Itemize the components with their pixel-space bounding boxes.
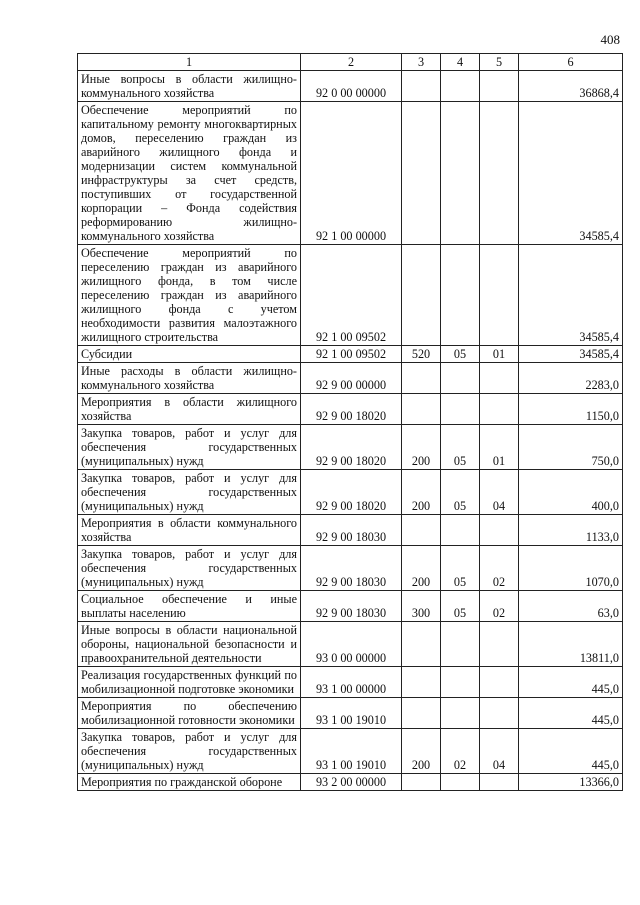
- cell-section: [441, 394, 480, 425]
- cell-section: [441, 622, 480, 667]
- header-col-2: 2: [301, 54, 402, 71]
- cell-section: 05: [441, 546, 480, 591]
- cell-name: Мероприятия по гражданской обороне: [78, 774, 301, 791]
- cell-subsection: [480, 245, 519, 346]
- cell-amount: 400,0: [519, 470, 623, 515]
- table-row: [78, 591, 623, 622]
- cell-amount: 34585,4: [519, 245, 623, 346]
- cell-name: Мероприятия по обеспечению мобилизационной готовности экономики: [78, 698, 301, 729]
- cell-name: Мероприятия в области коммунального хозяйства: [78, 515, 301, 546]
- cell-amount: 2283,0: [519, 363, 623, 394]
- cell-subsection: [480, 698, 519, 729]
- cell-amount: 1070,0: [519, 546, 623, 591]
- cell-name: Закупка товаров, работ и услуг для обеспечения государственных (муниципальных) нужд: [78, 470, 301, 515]
- header-col-6: 6: [519, 54, 623, 71]
- cell-subsection: 02: [480, 546, 519, 591]
- cell-name: Обеспечение мероприятий по капитальному ремонту многоквартирных домов, переселению граждан из аварийного жилищного фонда и модернизации систем коммунальной инфраструктуры за счет средств, поступивших от государственной корпорации – Фонда содействия реформированию жилищно-коммунального хозяйства: [78, 102, 301, 245]
- cell-amount: 445,0: [519, 698, 623, 729]
- table-row: [78, 774, 623, 791]
- cell-amount: 1150,0: [519, 394, 623, 425]
- cell-expense-type: [402, 394, 441, 425]
- cell-section: 05: [441, 470, 480, 515]
- cell-section: [441, 774, 480, 791]
- cell-target-code: 92 0 00 00000: [301, 71, 402, 102]
- cell-section: [441, 515, 480, 546]
- cell-target-code: 93 1 00 00000: [301, 667, 402, 698]
- cell-subsection: 01: [480, 346, 519, 363]
- table-row: [78, 346, 623, 363]
- cell-target-code: 92 1 00 00000: [301, 102, 402, 245]
- cell-expense-type: [402, 698, 441, 729]
- cell-target-code: 92 9 00 18030: [301, 546, 402, 591]
- cell-amount: 34585,4: [519, 102, 623, 245]
- table-row: [78, 245, 623, 346]
- table-row: [78, 71, 623, 102]
- cell-name: Реализация государственных функций по мобилизационной подготовке экономики: [78, 667, 301, 698]
- cell-subsection: [480, 363, 519, 394]
- cell-subsection: [480, 102, 519, 245]
- header-col-5: 5: [480, 54, 519, 71]
- cell-section: 05: [441, 425, 480, 470]
- cell-subsection: 01: [480, 425, 519, 470]
- header-col-1: 1: [78, 54, 301, 71]
- table-row: [78, 425, 623, 470]
- header-row: [78, 54, 623, 71]
- cell-target-code: 93 0 00 00000: [301, 622, 402, 667]
- table-row: [78, 363, 623, 394]
- cell-subsection: [480, 667, 519, 698]
- table-row: [78, 667, 623, 698]
- table-row: [78, 546, 623, 591]
- cell-expense-type: 200: [402, 470, 441, 515]
- cell-section: [441, 71, 480, 102]
- cell-name: Социальное обеспечение и иные выплаты населению: [78, 591, 301, 622]
- cell-name: Иные расходы в области жилищно-коммунального хозяйства: [78, 363, 301, 394]
- cell-name: Иные вопросы в области национальной обороны, национальной безопасности и правоохранительной деятельности: [78, 622, 301, 667]
- cell-expense-type: [402, 363, 441, 394]
- cell-subsection: [480, 515, 519, 546]
- cell-name: Закупка товаров, работ и услуг для обеспечения государственных (муниципальных) нужд: [78, 425, 301, 470]
- cell-expense-type: 200: [402, 546, 441, 591]
- cell-subsection: [480, 71, 519, 102]
- cell-target-code: 93 1 00 19010: [301, 698, 402, 729]
- cell-amount: 63,0: [519, 591, 623, 622]
- cell-expense-type: 520: [402, 346, 441, 363]
- cell-amount: 445,0: [519, 729, 623, 774]
- cell-target-code: 92 9 00 18030: [301, 591, 402, 622]
- cell-target-code: 92 1 00 09502: [301, 245, 402, 346]
- cell-name: Субсидии: [78, 346, 301, 363]
- cell-section: [441, 698, 480, 729]
- header-col-3: 3: [402, 54, 441, 71]
- cell-subsection: 04: [480, 470, 519, 515]
- cell-target-code: 92 9 00 18020: [301, 394, 402, 425]
- cell-expense-type: 200: [402, 425, 441, 470]
- cell-section: [441, 245, 480, 346]
- cell-expense-type: 200: [402, 729, 441, 774]
- cell-amount: 1133,0: [519, 515, 623, 546]
- table-header: [78, 54, 623, 71]
- table-row: [78, 470, 623, 515]
- table-row: [78, 102, 623, 245]
- cell-name: Закупка товаров, работ и услуг для обеспечения государственных (муниципальных) нужд: [78, 729, 301, 774]
- cell-expense-type: [402, 622, 441, 667]
- cell-expense-type: [402, 774, 441, 791]
- cell-name: Иные вопросы в области жилищно-коммунального хозяйства: [78, 71, 301, 102]
- cell-section: [441, 102, 480, 245]
- cell-expense-type: [402, 71, 441, 102]
- table-row: [78, 698, 623, 729]
- cell-section: [441, 363, 480, 394]
- cell-target-code: 93 2 00 00000: [301, 774, 402, 791]
- cell-section: 05: [441, 346, 480, 363]
- table-row: [78, 729, 623, 774]
- table-body: [78, 71, 623, 791]
- cell-expense-type: [402, 245, 441, 346]
- table-row: [78, 622, 623, 667]
- cell-amount: 750,0: [519, 425, 623, 470]
- cell-target-code: 92 1 00 09502: [301, 346, 402, 363]
- cell-name: Обеспечение мероприятий по переселению граждан из аварийного жилищного фонда, в том числе переселению граждан из аварийного жилищного фонда с учетом необходимости развития малоэтажного жилищного строительства: [78, 245, 301, 346]
- cell-target-code: 93 1 00 19010: [301, 729, 402, 774]
- cell-expense-type: [402, 515, 441, 546]
- cell-name: Закупка товаров, работ и услуг для обеспечения государственных (муниципальных) нужд: [78, 546, 301, 591]
- cell-target-code: 92 9 00 18030: [301, 515, 402, 546]
- cell-target-code: 92 9 00 00000: [301, 363, 402, 394]
- header-col-4: 4: [441, 54, 480, 71]
- cell-subsection: 04: [480, 729, 519, 774]
- cell-name: Мероприятия в области жилищного хозяйства: [78, 394, 301, 425]
- cell-expense-type: [402, 102, 441, 245]
- cell-target-code: 92 9 00 18020: [301, 470, 402, 515]
- cell-expense-type: [402, 667, 441, 698]
- cell-subsection: [480, 394, 519, 425]
- page-number: 408: [600, 32, 620, 47]
- cell-subsection: [480, 622, 519, 667]
- cell-amount: 445,0: [519, 667, 623, 698]
- cell-section: 05: [441, 591, 480, 622]
- cell-amount: 13366,0: [519, 774, 623, 791]
- cell-amount: 36868,4: [519, 71, 623, 102]
- cell-amount: 34585,4: [519, 346, 623, 363]
- cell-section: 02: [441, 729, 480, 774]
- table-row: [78, 515, 623, 546]
- table-row: [78, 394, 623, 425]
- cell-expense-type: 300: [402, 591, 441, 622]
- cell-amount: 13811,0: [519, 622, 623, 667]
- cell-subsection: [480, 774, 519, 791]
- cell-subsection: 02: [480, 591, 519, 622]
- cell-target-code: 92 9 00 18020: [301, 425, 402, 470]
- cell-section: [441, 667, 480, 698]
- budget-table: [77, 53, 623, 791]
